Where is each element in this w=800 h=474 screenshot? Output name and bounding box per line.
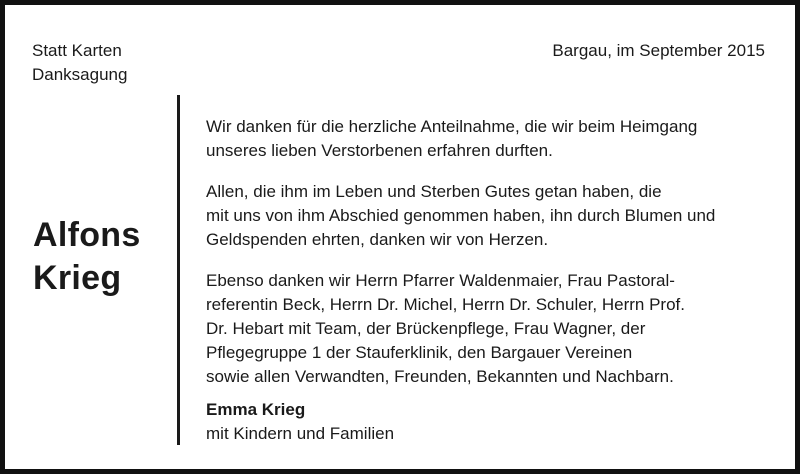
paragraph-3 bbox=[206, 269, 786, 389]
deceased-name bbox=[33, 214, 141, 300]
text-line: Dr. Hebart mit Team, der Brückenpflege, Frau Wagner, der bbox=[206, 319, 646, 338]
header-danksagung: Danksagung bbox=[32, 65, 128, 84]
text-line: Wir danken für die herzliche Anteilnahme, die wir beim Heimgang bbox=[206, 117, 698, 136]
header-statt-karten: Statt Karten bbox=[32, 41, 122, 60]
signature-block bbox=[206, 398, 394, 446]
text-line: Geldspenden ehrten, danken wir von Herzen. bbox=[206, 230, 549, 249]
paragraph-2 bbox=[206, 180, 786, 252]
place-date: Bargau, im September 2015 bbox=[552, 41, 765, 60]
signature-name: Emma Krieg bbox=[206, 400, 306, 419]
deceased-first-name: Alfons bbox=[33, 216, 141, 254]
vertical-divider bbox=[177, 95, 180, 445]
text-line: mit uns von ihm Abschied genommen haben, ihn durch Blumen und bbox=[206, 206, 716, 225]
text-line: unseres lieben Verstorbenen erfahren durften. bbox=[206, 141, 553, 160]
text-line: Ebenso danken wir Herrn Pfarrer Waldenmaier, Frau Pastoral- bbox=[206, 271, 675, 290]
paragraph-1 bbox=[206, 115, 786, 163]
text-line: Allen, die ihm im Leben und Sterben Gutes getan haben, die bbox=[206, 182, 662, 201]
text-line: Pflegegruppe 1 der Stauferklinik, den Bargauer Vereinen bbox=[206, 343, 633, 362]
signature-subline: mit Kindern und Familien bbox=[206, 424, 395, 443]
thanks-text bbox=[206, 115, 786, 406]
deceased-last-name: Krieg bbox=[33, 259, 122, 297]
text-line: sowie allen Verwandten, Freunden, Bekannten und Nachbarn. bbox=[206, 367, 674, 386]
header-left bbox=[32, 39, 127, 87]
text-line: referentin Beck, Herrn Dr. Michel, Herrn Dr. Schuler, Herrn Prof. bbox=[206, 295, 685, 314]
